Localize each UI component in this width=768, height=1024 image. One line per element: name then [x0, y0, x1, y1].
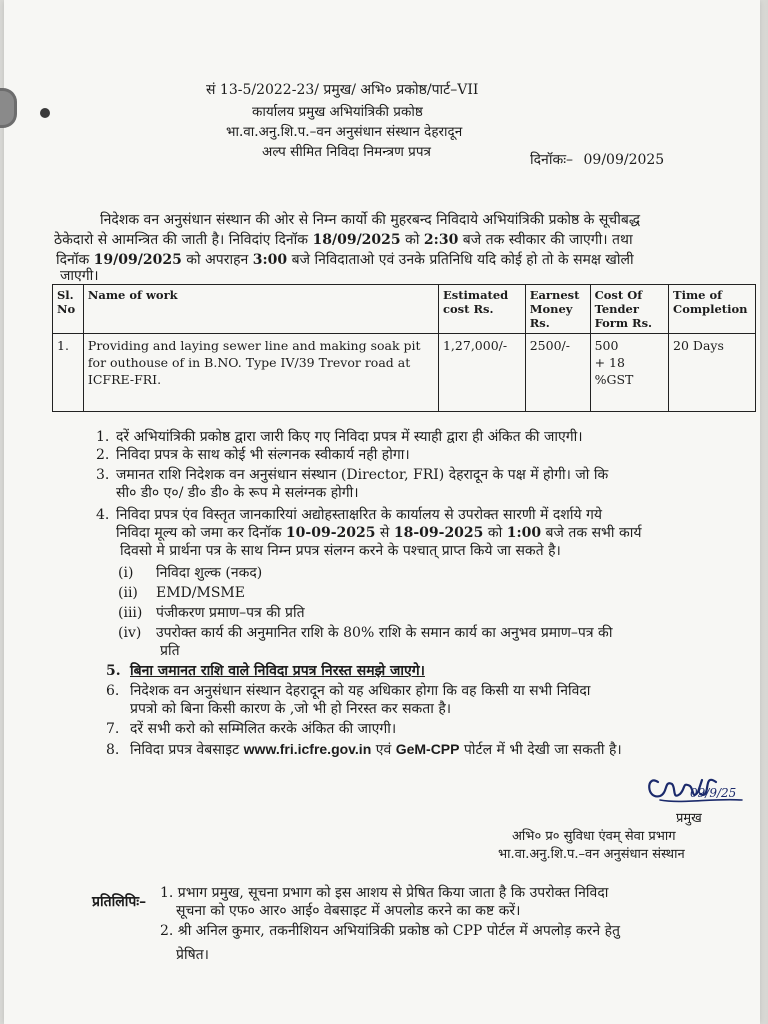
condition-text: निविदा प्रपत्र वेबसाइट — [130, 742, 244, 758]
header-estimated-cost: Estimated cost Rs. — [438, 285, 525, 334]
sale-end-date: 18-09-2025 — [393, 525, 484, 541]
copy-item-2: 2. श्री अनिल कुमार, तकनीशियन अभियांत्रिकी प्रकोष्ठ को CPP पोर्टल में अपलोड़ करने हेतु — [160, 923, 620, 939]
sub-item-number: (iv) — [118, 625, 142, 641]
header-earnest-money: Earnest Money Rs. — [525, 285, 590, 334]
cell-tender-cost — [590, 334, 668, 412]
tender-cost-base: 500 — [594, 338, 619, 353]
condition-4 — [96, 506, 602, 524]
cell-completion-time: 20 Days — [669, 334, 756, 412]
condition-text: दरें सभी करो को सम्मिलित करके अंकित की जाएगी। — [130, 721, 397, 737]
staple-hole — [40, 108, 50, 118]
cell-sl: 1. — [53, 334, 84, 412]
sub-item-2 — [118, 584, 245, 602]
sub-item-4 — [118, 624, 612, 642]
binder-clip — [0, 88, 17, 128]
intro-line-3 — [56, 250, 634, 270]
office-name: कार्यालय प्रमुख अभियांत्रिकी प्रकोष्ठ — [252, 104, 423, 120]
date-label: दिनॉकः– — [530, 152, 574, 168]
condition-text: जमानत राशि निदेशक वन अनुसंधान संस्थान (Director, FRI) देहरादून के पक्ष में होगी। जो कि — [116, 467, 609, 483]
sub-item-text: उपरोक्त कार्य की अनुमानित राशि के 80% राशि के समान कार्य का अनुभव प्रमाण–पत्र की — [156, 625, 613, 641]
condition-2 — [96, 446, 410, 464]
sale-start-date: 10-09-2025 — [285, 525, 376, 541]
submission-date: 18/09/2025 — [312, 232, 401, 248]
handwritten-signature — [642, 760, 752, 808]
intro-text: दिनॉक — [56, 252, 94, 268]
date-value: 09/09/2025 — [583, 152, 665, 168]
signatory-institute: भा.वा.अनु.शि.प.–वन अनुसंधान संस्थान — [498, 847, 685, 862]
sub-item-text: पंजीकरण प्रमाण–पत्र की प्रति — [156, 605, 305, 621]
condition-3-cont: सी० डी० ए०/ डी० डी० के रूप मे सलंग्नक होगी। — [116, 485, 359, 501]
intro-line-2 — [54, 230, 633, 250]
condition-1 — [96, 428, 583, 446]
condition-6 — [106, 682, 590, 700]
sale-end-time: 1:00 — [506, 525, 542, 541]
condition-number: 2. — [96, 447, 110, 463]
date-line — [530, 150, 664, 169]
condition-6-cont: प्रपत्रो को बिना किसी कारण के ,जो भी हो निरस्त कर सकता है। — [130, 701, 452, 717]
institute-name: भा.वा.अनु.शि.प.–वन अनुसंधान संस्थान देहरादून — [226, 124, 463, 140]
condition-text: निविदा मूल्य को जमा कर दिनॉक — [116, 525, 286, 541]
gem-cpp-portal: GeM-CPP — [395, 741, 460, 757]
cell-estimated-cost: 1,27,000/- — [438, 334, 525, 412]
condition-text: दरें अभियांत्रिकी प्रकोष्ठ द्वारा जारी किए गए निविदा प्रपत्र में स्याही द्वारा ही अंकित की जाएगी। — [116, 429, 583, 445]
condition-text: बजे तक सभी कार्य — [541, 525, 642, 541]
condition-text: निविदा प्रपत्र एंव विस्तृत जानकारियां अद्योहस्ताक्षरित के कार्यालय से उपरोक्त सारणी में दर्शाये गये — [116, 507, 603, 523]
condition-text: बिना जमानत राशि वाले निविदा प्रपत्र निरस्त समझे जाएगे। — [130, 663, 425, 679]
intro-text: बजे तक स्वीकार की जाएगी। तथा — [458, 232, 633, 248]
condition-number: 5. — [106, 663, 121, 679]
condition-4-line-3: दिवसो मे प्रार्थना पत्र के साथ निम्न प्रपत्र संलग्न करने के पश्चात् प्राप्त किये जा सकते है। — [120, 543, 561, 559]
header-tender-cost: Cost Of Tender Form Rs. — [590, 285, 668, 334]
cell-name-of-work: Providing and laying sewer line and making soak pit for outhouse of in B.NO. Type IV/39 Trevor road at ICFRE-FRI. — [83, 334, 438, 412]
intro-text: को — [400, 232, 424, 248]
sub-item-3 — [118, 604, 305, 622]
condition-text: निविदा प्रपत्र के साथ कोई भी संल्गनक स्वीकार्य नही होगा। — [116, 447, 410, 463]
works-table — [52, 284, 756, 412]
signatory-department: अभि० प्र० सुविधा एंवम् सेवा प्रभाग — [512, 829, 676, 844]
sub-item-1 — [118, 564, 262, 582]
header-completion-time: Time of Completion — [669, 285, 756, 334]
header-name-of-work: Name of work — [83, 285, 438, 334]
copy-item-2-cont: प्रेषित। — [176, 947, 209, 963]
signature-date: 09/9/25 — [690, 786, 737, 800]
sub-item-number: (iii) — [118, 605, 143, 621]
intro-text: को अपराहन — [181, 252, 253, 268]
copy-item-1: 1. प्रभाग प्रमुख, सूचना प्रभाग को इस आशय से प्रेषित किया जाता है कि उपरोक्त निविदा — [160, 885, 609, 901]
intro-line-4: जाएगी। — [60, 268, 99, 284]
sub-item-4-cont: प्रति — [160, 643, 180, 659]
copy-item-1-cont: सूचना को एफ० आर० आई० वेबसाइट में अपलोड करने का कष्ट करें। — [176, 903, 521, 919]
copy-to-label: प्रतिलिपिः– — [92, 894, 147, 910]
submission-time: 2:30 — [423, 232, 459, 248]
condition-5 — [106, 662, 425, 680]
tender-cost-gst: + 18 %GST — [594, 355, 634, 387]
condition-number: 3. — [96, 467, 110, 483]
document-title: अल्प सीमित निविदा निमन्त्रण प्रपत्र — [262, 144, 431, 160]
signatory-designation: प्रमुख — [676, 811, 702, 826]
condition-text: एवं — [371, 742, 396, 758]
opening-time: 3:00 — [252, 252, 288, 268]
intro-line-1: निदेशक वन अनुसंधान संस्थान की ओर से निम्न कार्यो की मुहरबन्द निविदाये अभियांत्रिकी प्रकोष्ठ के सूचीबद्ध — [100, 212, 641, 228]
sub-item-text: EMD/MSME — [156, 585, 245, 601]
table-header-row — [53, 285, 756, 334]
condition-4-line-2 — [116, 524, 641, 542]
cell-earnest-money: 2500/- — [525, 334, 590, 412]
condition-text: निदेशक वन अनुसंधान संस्थान देहरादून को यह अधिकार होगा कि वह किसी या सभी निविदा — [130, 683, 591, 699]
reference-number: सं 13-5/2022-23/ प्रमुख/ अभि० प्रकोष्ठ/पार्ट–VII — [206, 82, 479, 98]
table-row — [53, 334, 756, 412]
condition-7 — [106, 720, 396, 738]
intro-text: ठेकेदारो से आमन्त्रित की जाती है। निविदांए दिनॉक — [54, 232, 313, 248]
condition-number: 1. — [96, 429, 110, 445]
condition-text: को — [483, 525, 507, 541]
condition-number: 4. — [96, 507, 110, 523]
condition-number: 6. — [106, 683, 120, 699]
sub-item-number: (ii) — [118, 585, 138, 601]
sub-item-number: (i) — [118, 565, 134, 581]
condition-number: 7. — [106, 721, 120, 737]
condition-number: 8. — [106, 742, 120, 758]
opening-date: 19/09/2025 — [93, 252, 182, 268]
condition-8 — [106, 740, 622, 759]
header-sl-no: Sl. No — [53, 285, 84, 334]
condition-3 — [96, 466, 608, 484]
condition-text: से — [375, 525, 394, 541]
website-link[interactable]: www.fri.icfre.gov.in — [243, 741, 372, 757]
condition-text: पोर्टल में भी देखी जा सकती है। — [459, 742, 622, 758]
intro-text: बजे निविदाताओ एवं उनके प्रतिनिधि यदि कोई हो तो के समक्ष खोली — [287, 252, 634, 268]
sub-item-text: निविदा शुल्क (नकद) — [156, 565, 263, 581]
